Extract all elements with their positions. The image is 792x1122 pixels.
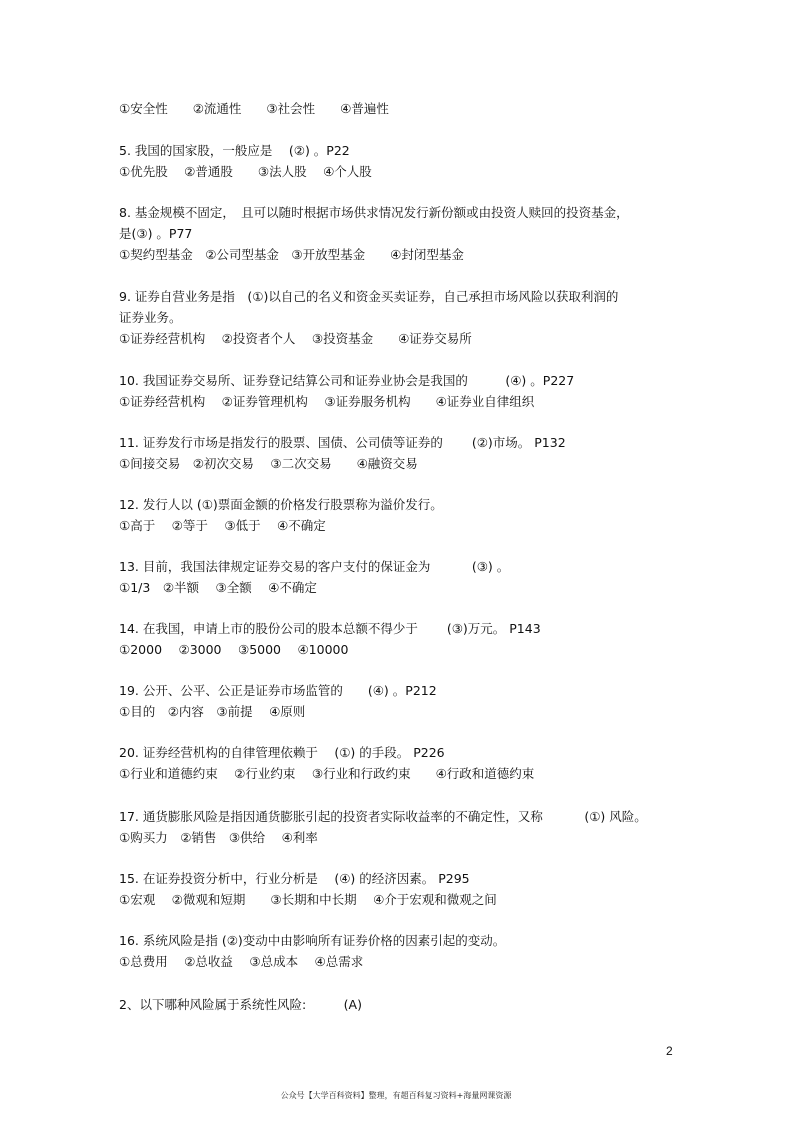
question-block bbox=[119, 202, 732, 265]
question-block bbox=[119, 370, 732, 412]
question-line: ①目的 ②内容 ③前提 ④原则 bbox=[119, 704, 306, 719]
question-block bbox=[119, 806, 732, 848]
question-line: ①高于 ②等于 ③低于 ④不确定 bbox=[119, 518, 326, 533]
question-block bbox=[119, 680, 732, 722]
question-line: 8. 基金规模不固定， 且可以随时根据市场供求情况发行新份额或由投资人赎回的投资基金， bbox=[119, 205, 629, 220]
question-line: ①购买力 ②销售 ③供给 ④利率 bbox=[119, 830, 318, 845]
question-line: ①行业和道德约束 ②行业约束 ③行业和行政约束 ④行政和道德约束 bbox=[119, 766, 535, 781]
question-line: 13. 目前，我国法律规定证券交易的客户支付的保证金为 (③) 。 bbox=[119, 559, 510, 574]
question-line: 10. 我国证券交易所、证券登记结算公司和证券业协会是我国的 (④) 。P227 bbox=[119, 373, 575, 388]
question-line: ①总费用 ②总收益 ③总成本 ④总需求 bbox=[119, 954, 364, 969]
question-line: ①证券经营机构 ②证券管理机构 ③证券服务机构 ④证券业自律组织 bbox=[119, 394, 535, 409]
question-line: 9. 证券自营业务是指 (①)以自己的名义和资金买卖证券，自己承担市场风险以获取利润的 bbox=[119, 289, 619, 304]
question-line: 15. 在证券投资分析中，行业分析是 (④) 的经济因素。 P295 bbox=[119, 871, 470, 886]
question-block bbox=[119, 98, 732, 119]
question-line: ①1/3 ②半额 ③全额 ④不确定 bbox=[119, 580, 317, 595]
question-line: ①契约型基金 ②公司型基金 ③开放型基金 ④封闭型基金 bbox=[119, 247, 464, 262]
question-block bbox=[119, 618, 732, 660]
footer-note: 公众号【大学百科资料】整理，有超百科复习资料+海量网课资源 bbox=[280, 1091, 512, 1100]
question-line: 11. 证券发行市场是指发行的股票、国债、公司债等证券的 (②)市场。 P132 bbox=[119, 435, 566, 450]
question-block bbox=[119, 994, 732, 1015]
question-line: ①证券经营机构 ②投资者个人 ③投资基金 ④证券交易所 bbox=[119, 331, 472, 346]
question-line: 证券业务。 bbox=[119, 310, 182, 325]
question-block bbox=[119, 742, 732, 784]
question-line: 16. 系统风险是指 (②)变动中由影响所有证券价格的因素引起的变动。 bbox=[119, 933, 506, 948]
question-block bbox=[119, 494, 732, 536]
question-line: ①优先股 ②普通股 ③法人股 ④个人股 bbox=[119, 164, 372, 179]
question-line: 19. 公开、公平、公正是证券市场监管的 (④) 。P212 bbox=[119, 683, 437, 698]
question-line: ①宏观 ②微观和短期 ③长期和中长期 ④介于宏观和微观之间 bbox=[119, 892, 497, 907]
question-line: ①安全性 ②流通性 ③社会性 ④普遍性 bbox=[119, 101, 389, 116]
question-line: 20. 证券经营机构的自律管理依赖于 (①) 的手段。 P226 bbox=[119, 745, 445, 760]
question-block bbox=[119, 868, 732, 910]
question-block bbox=[119, 286, 732, 349]
question-line: ①间接交易 ②初次交易 ③二次交易 ④融资交易 bbox=[119, 456, 418, 471]
question-block bbox=[119, 930, 732, 972]
question-line: 14. 在我国，申请上市的股份公司的股本总额不得少于 (③)万元。 P143 bbox=[119, 621, 541, 636]
question-line: ①2000 ②3000 ③5000 ④10000 bbox=[119, 642, 349, 657]
question-block bbox=[119, 432, 732, 474]
question-block bbox=[119, 140, 732, 182]
question-line: 12. 发行人以 (①)票面金额的价格发行股票称为溢价发行。 bbox=[119, 497, 443, 512]
question-line: 2、以下哪种风险属于系统性风险: (A) bbox=[119, 997, 362, 1012]
question-line: 17. 通货膨胀风险是指因通货膨胀引起的投资者实际收益率的不确定性，又称 (①) 风险。 bbox=[119, 809, 647, 824]
question-line: 5. 我国的国家股，一般应是 (②) 。P22 bbox=[119, 143, 350, 158]
page-number: 2 bbox=[666, 1044, 673, 1058]
question-line: 是(③) 。P77 bbox=[119, 226, 193, 241]
question-block bbox=[119, 556, 732, 598]
